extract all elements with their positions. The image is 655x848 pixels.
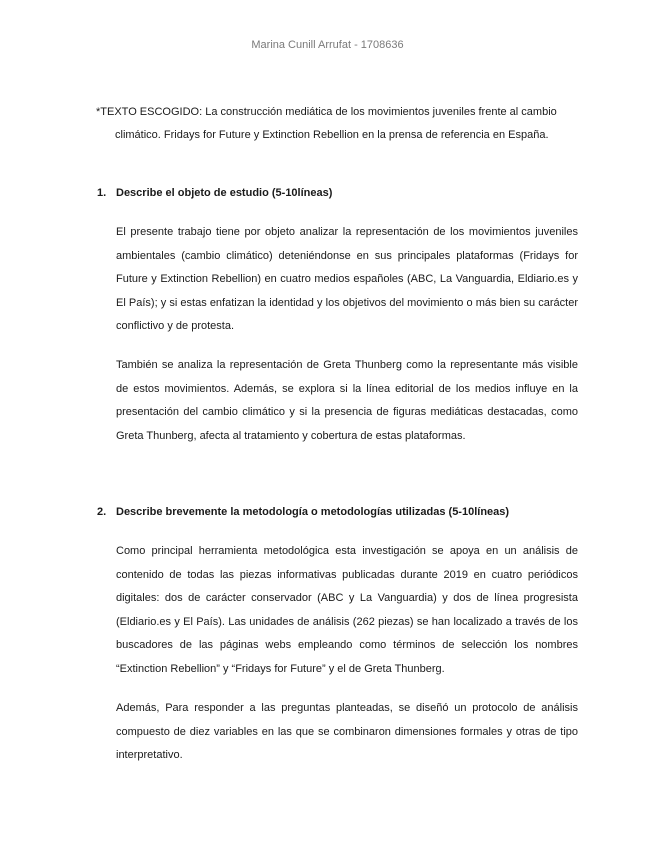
chosen-text-heading [97, 101, 582, 147]
section-1-title: Describe el objeto de estudio (5-10líneas) [116, 187, 333, 199]
section-1-paragraph-1: El presente trabajo tiene por objeto analizar la representación de los movimientos juveniles ambientales (cambio climático) deteniéndonse en sus principales plataformas (Fridays for Future y Extinction Rebellion) en cuatro medios españoles (ABC, La Vanguardia, Eldiario.es y El País); y si estas enfatizan la identidad y los objetivos del movimiento o más bien su carácter conflictivo y de protesta. [116, 226, 578, 332]
section-2-heading [97, 506, 597, 518]
page-header-author: Marina Cunill Arrufat - 1708636 [251, 39, 404, 51]
section-1-number: 1. [97, 187, 107, 199]
section-1-paragraph-2: También se analiza la representación de Greta Thunberg como la representante más visible de estos movimientos. Además, se explora si la línea editorial de los medios influye en la presentación del cambio climático y si la presencia de figuras mediáticas destacadas, como Greta Thunberg, afecta al tratamiento y cobertura de estas plataformas. [116, 359, 578, 442]
section-1-heading [97, 187, 597, 199]
section-2-title: Describe brevemente la metodología o metodologías utilizadas (5-10líneas) [116, 506, 510, 518]
section-2-paragraph-1: Como principal herramienta metodológica esta investigación se apoya en un análisis de contenido de todas las piezas informativas publicadas durante 2019 en cuatro periódicos digitales: dos de carácter conservador (ABC y La Vanguardia) y dos de línea progresista (Eldiario.es y El País). Las unidades de análisis (262 piezas) se han localizado a través de los buscadores de las páginas webs empleando como términos de selección los nombres “Extinction Rebellion” y “Fridays for Future” y el de Greta Thunberg. [116, 545, 578, 675]
chosen-text-line-1: *TEXTO ESCOGIDO: La construcción mediática de los movimientos juveniles frente al cambio [96, 106, 557, 118]
section-2-paragraph-2: Además, Para responder a las preguntas planteadas, se diseñó un protocolo de análisis compuesto de diez variables en las que se combinaron dimensiones formales y otras de tipo interpretativo. [116, 702, 578, 761]
section-2-number: 2. [97, 506, 107, 518]
chosen-text-line-2: climático. Fridays for Future y Extinction Rebellion en la prensa de referencia en España. [115, 129, 549, 141]
